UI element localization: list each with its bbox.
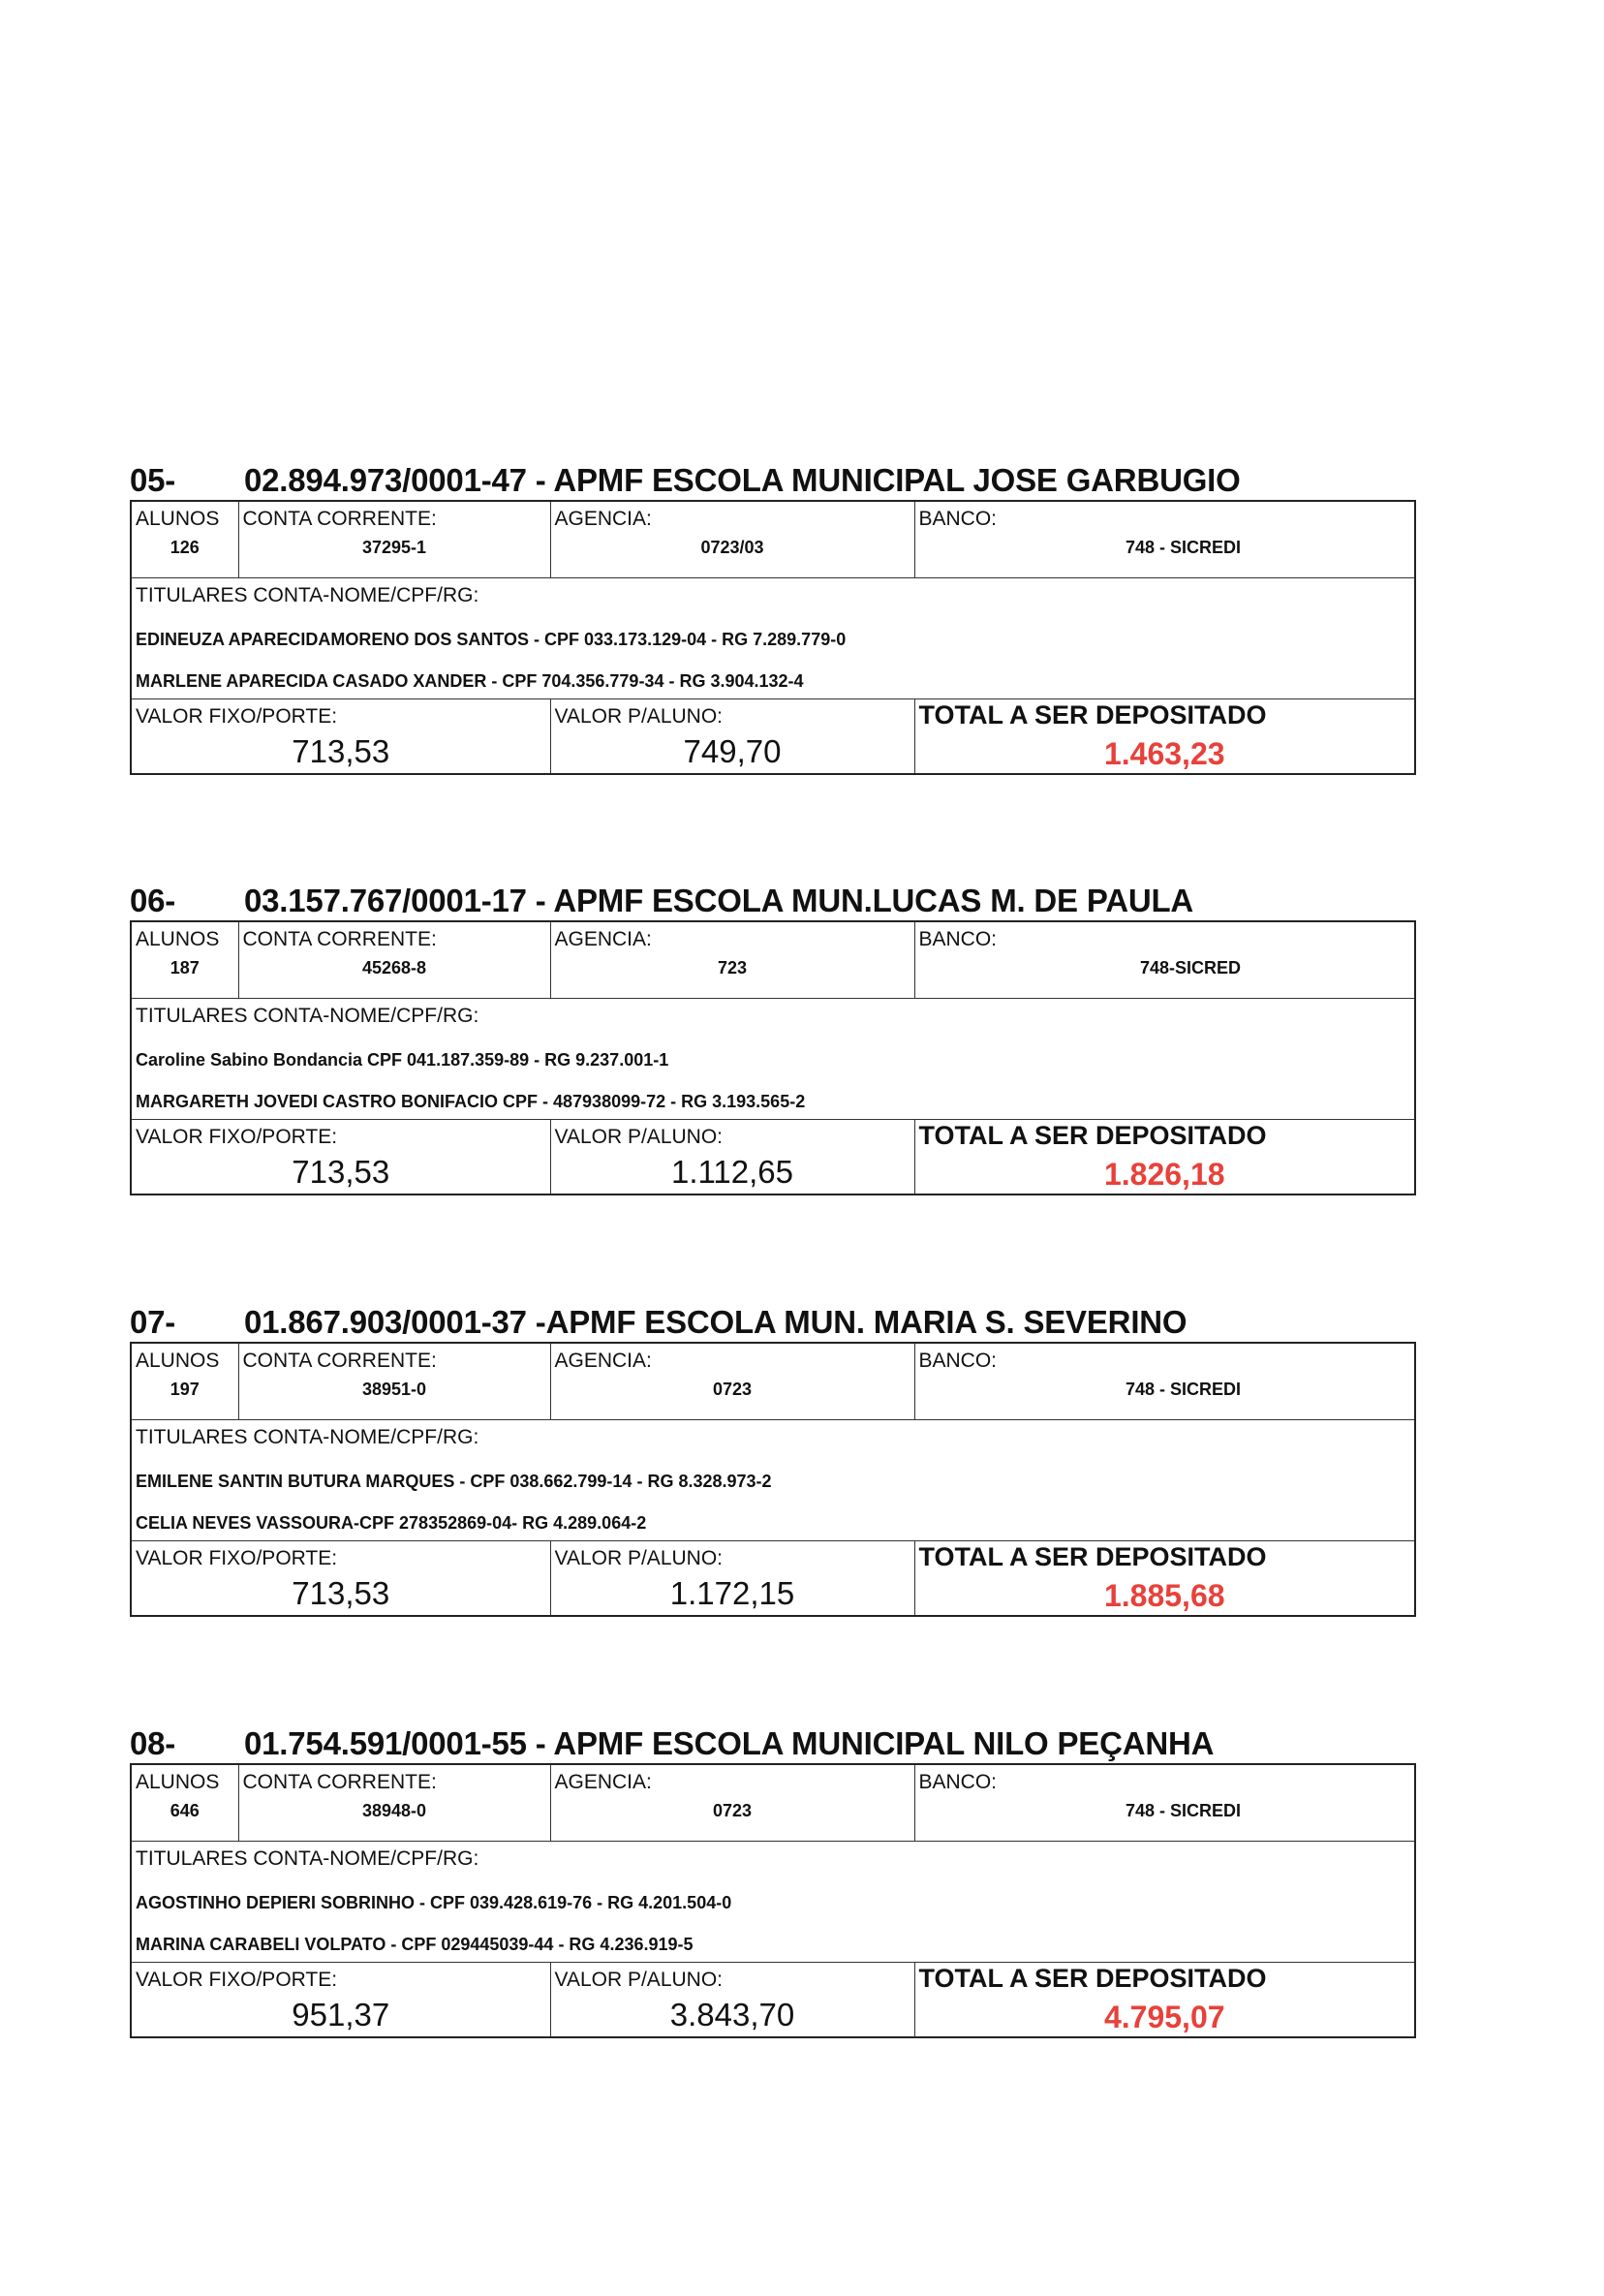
total-cell	[914, 1963, 1415, 2038]
conta-label: CONTA CORRENTE:	[242, 1350, 437, 1372]
valor-fixo-value: 951,37	[292, 1997, 390, 2032]
entry-title	[130, 882, 1414, 920]
banco-cell	[914, 1343, 1415, 1420]
banco-value: 748 - SICREDI	[1125, 1801, 1241, 1820]
entry-number: 07-	[130, 1304, 176, 1340]
titular-2: MARINA CARABELI VOLPATO - CPF 029445039-44 - RG 4.236.919-5	[136, 1935, 694, 1954]
conta-cell	[238, 1764, 550, 1842]
titulares-cell	[131, 999, 1415, 1120]
valor-aluno-cell	[550, 699, 914, 775]
entry-table	[130, 1763, 1416, 2038]
titular-1: Caroline Sabino Bondancia CPF 041.187.359-89 - RG 9.237.001-1	[136, 1050, 669, 1070]
valor-aluno-label: VALOR P/ALUNO:	[554, 1969, 723, 1991]
entry-06	[130, 882, 1414, 1195]
valor-fixo-label: VALOR FIXO/PORTE:	[136, 1126, 338, 1148]
alunos-value: 187	[170, 958, 200, 977]
valor-fixo-cell	[131, 1541, 550, 1617]
valor-fixo-cell	[131, 1120, 550, 1195]
titular-1: AGOSTINHO DEPIERI SOBRINHO - CPF 039.428.619-76 - RG 4.201.504-0	[136, 1893, 732, 1912]
valor-aluno-label: VALOR P/ALUNO:	[554, 1126, 723, 1148]
alunos-cell	[131, 921, 238, 999]
total-value: 1.885,68	[1103, 1578, 1225, 1613]
alunos-label: ALUNOS	[136, 1350, 220, 1372]
valor-fixo-cell	[131, 1963, 550, 2038]
valor-aluno-cell	[550, 1120, 914, 1195]
agencia-value: 0723	[712, 1801, 753, 1820]
valor-aluno-value: 1.112,65	[670, 1154, 793, 1190]
titulares-label: TITULARES CONTA-NOME/CPF/RG:	[136, 584, 479, 606]
entry-title	[130, 1303, 1414, 1342]
entry-08	[130, 1724, 1414, 2038]
agencia-value: 0723/03	[700, 538, 764, 557]
conta-cell	[238, 1343, 550, 1420]
entry-heading: 01.867.903/0001-37 -APMF ESCOLA MUN. MARIA S. SEVERINO	[244, 1304, 1188, 1340]
valor-fixo-value: 713,53	[292, 733, 390, 769]
alunos-cell	[131, 1343, 238, 1420]
entry-number: 05-	[130, 462, 176, 498]
banco-value: 748-SICRED	[1139, 958, 1241, 977]
entry-title	[130, 1724, 1414, 1763]
titular-1: EDINEUZA APARECIDAMORENO DOS SANTOS - CPF 033.173.129-04 - RG 7.289.779-0	[136, 630, 847, 649]
valor-aluno-cell	[550, 1963, 914, 2038]
agencia-cell	[550, 1343, 914, 1420]
agencia-value: 0723	[712, 1380, 753, 1399]
agencia-label: AGENCIA:	[554, 928, 652, 950]
valor-aluno-value: 3.843,70	[669, 1997, 795, 2032]
total-value: 1.463,23	[1103, 736, 1225, 771]
total-label: TOTAL A SER DEPOSITADO	[918, 1542, 1267, 1571]
total-cell	[914, 699, 1415, 775]
valor-fixo-value: 713,53	[292, 1154, 390, 1190]
conta-cell	[238, 921, 550, 999]
entry-number: 06-	[130, 883, 176, 918]
conta-label: CONTA CORRENTE:	[242, 508, 437, 530]
titulares-cell	[131, 1842, 1415, 1963]
entry-number: 08-	[130, 1725, 176, 1761]
entry-heading: 02.894.973/0001-47 - APMF ESCOLA MUNICIPAL JOSE GARBUGIO	[244, 462, 1241, 498]
valor-aluno-label: VALOR P/ALUNO:	[554, 1547, 723, 1569]
banco-label: BANCO:	[918, 1350, 998, 1372]
total-label: TOTAL A SER DEPOSITADO	[918, 1121, 1267, 1150]
total-cell	[914, 1541, 1415, 1617]
alunos-label: ALUNOS	[136, 508, 220, 530]
entry-07	[130, 1303, 1414, 1617]
conta-value: 38948-0	[361, 1801, 427, 1820]
agencia-cell	[550, 921, 914, 999]
alunos-label: ALUNOS	[136, 928, 220, 950]
banco-label: BANCO:	[918, 928, 998, 950]
entry-heading: 03.157.767/0001-17 - APMF ESCOLA MUN.LUCAS M. DE PAULA	[244, 883, 1194, 918]
conta-value: 45268-8	[361, 958, 427, 977]
titular-2: CELIA NEVES VASSOURA-CPF 278352869-04- RG 4.289.064-2	[136, 1513, 647, 1533]
alunos-label: ALUNOS	[136, 1771, 220, 1793]
alunos-cell	[131, 1764, 238, 1842]
conta-label: CONTA CORRENTE:	[242, 928, 437, 950]
entry-table	[130, 920, 1416, 1195]
titular-2: MARLENE APARECIDA CASADO XANDER - CPF 704.356.779-34 - RG 3.904.132-4	[136, 671, 804, 691]
entry-title	[130, 461, 1414, 500]
alunos-cell	[131, 501, 238, 578]
conta-value: 37295-1	[361, 538, 427, 557]
total-label: TOTAL A SER DEPOSITADO	[918, 700, 1267, 729]
titular-2: MARGARETH JOVEDI CASTRO BONIFACIO CPF - 487938099-72 - RG 3.193.565-2	[136, 1092, 806, 1111]
banco-value: 748 - SICREDI	[1125, 538, 1241, 557]
entry-heading: 01.754.591/0001-55 - APMF ESCOLA MUNICIPAL NILO PEÇANHA	[244, 1725, 1215, 1761]
total-value: 1.826,18	[1103, 1157, 1225, 1192]
banco-cell	[914, 501, 1415, 578]
titular-1: EMILENE SANTIN BUTURA MARQUES - CPF 038.662.799-14 - RG 8.328.973-2	[136, 1472, 772, 1491]
conta-label: CONTA CORRENTE:	[242, 1771, 437, 1793]
agencia-cell	[550, 1764, 914, 1842]
total-value: 4.795,07	[1103, 2000, 1225, 2034]
entry-05	[130, 461, 1414, 775]
valor-fixo-value: 713,53	[292, 1575, 390, 1611]
entry-table	[130, 1342, 1416, 1617]
agencia-label: AGENCIA:	[554, 1771, 652, 1793]
titulares-cell	[131, 1420, 1415, 1541]
conta-cell	[238, 501, 550, 578]
alunos-value: 646	[170, 1801, 200, 1820]
titulares-label: TITULARES CONTA-NOME/CPF/RG:	[136, 1426, 479, 1448]
titulares-label: TITULARES CONTA-NOME/CPF/RG:	[136, 1847, 479, 1870]
entry-table	[130, 500, 1416, 775]
valor-aluno-label: VALOR P/ALUNO:	[554, 705, 723, 728]
agencia-label: AGENCIA:	[554, 508, 652, 530]
alunos-value: 197	[170, 1380, 200, 1399]
agencia-cell	[550, 501, 914, 578]
banco-label: BANCO:	[918, 508, 998, 530]
banco-cell	[914, 1764, 1415, 1842]
banco-value: 748 - SICREDI	[1125, 1380, 1241, 1399]
valor-fixo-cell	[131, 699, 550, 775]
agencia-label: AGENCIA:	[554, 1350, 652, 1372]
alunos-value: 126	[170, 538, 200, 557]
agencia-value: 723	[717, 958, 748, 977]
total-label: TOTAL A SER DEPOSITADO	[918, 1964, 1267, 1993]
valor-aluno-value: 1.172,15	[669, 1575, 795, 1611]
banco-cell	[914, 921, 1415, 999]
titulares-label: TITULARES CONTA-NOME/CPF/RG:	[136, 1005, 479, 1027]
valor-fixo-label: VALOR FIXO/PORTE:	[136, 1547, 338, 1569]
valor-fixo-label: VALOR FIXO/PORTE:	[136, 705, 338, 728]
banco-label: BANCO:	[918, 1771, 998, 1793]
valor-aluno-value: 749,70	[683, 733, 782, 769]
total-cell	[914, 1120, 1415, 1195]
valor-aluno-cell	[550, 1541, 914, 1617]
valor-fixo-label: VALOR FIXO/PORTE:	[136, 1969, 338, 1991]
conta-value: 38951-0	[361, 1380, 427, 1399]
titulares-cell	[131, 578, 1415, 699]
